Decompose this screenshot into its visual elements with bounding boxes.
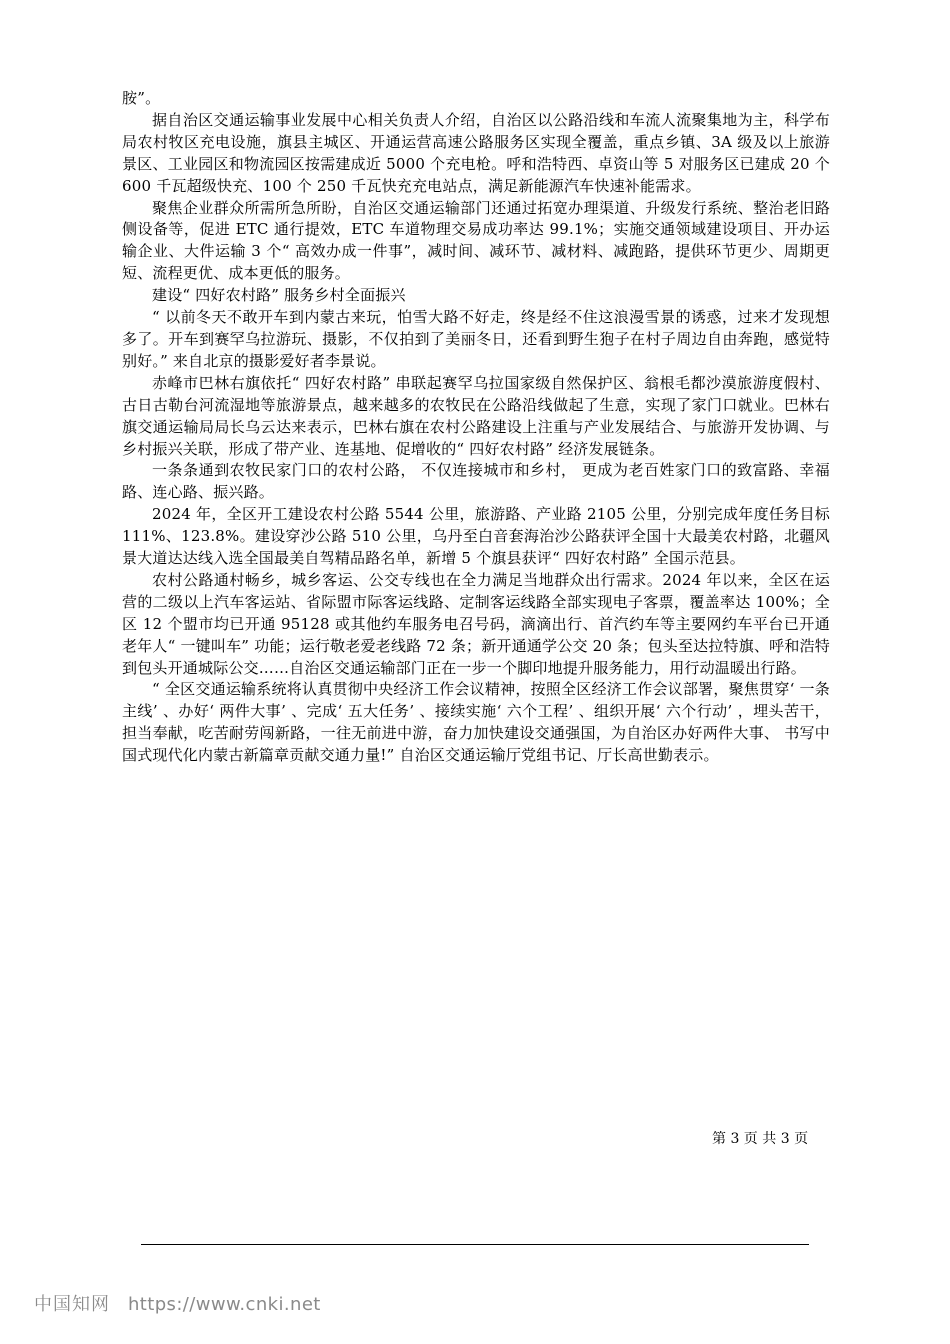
page-number: 第 3 页 共 3 页 <box>712 1131 809 1147</box>
cnki-watermark <box>34 1293 321 1317</box>
article-body <box>122 88 830 767</box>
paragraph-charging-facilities: 据自治区交通运输事业发展中心相关负责人介绍，自治区以公路沿线和车流人流聚集地为主，科学布局农村牧区充电设施，旗县主城区、开通运营高速公路服务区实现全覆盖，重点乡镇、3A 级及以上旅游景区、工业园区和物流园区按需建成近 5000 个充电枪。呼和浩特西、卓资山等 5 对服务区已建成 20 个 600 千瓦超级快充、100 个 250 千瓦快充充电站点，满足新能源汽车快速补能需求。 <box>122 110 830 195</box>
watermark-name: 中国知网 <box>34 1294 110 1315</box>
section-heading: 建设“ 四好农村路” 服务乡村全面振兴 <box>152 286 406 305</box>
paragraph-continuation: 胺”。 <box>122 89 161 107</box>
paragraph-2024-construction: 2024 年，全区开工建设农村公路 5544 公里，旅游路、产业路 2105 公里，分别完成年度任务目标 111%、123.8%。建设穿沙公路 510 公里，乌丹至白音套海治沙公路获评全国十大最美农村路，北疆风景大道达达线入选全国最美自驾精品路名单，新增 5 个旗县获评“ 四好农村路” 全国示范县。 <box>122 505 830 568</box>
watermark-url: https://www.cnki.net <box>128 1294 321 1315</box>
footer-divider <box>141 1244 809 1245</box>
paragraph-etc-services: 聚焦企业群众所需所急所盼，自治区交通运输部门还通过拓宽办理渠道、升级发行系统、整治老旧路侧设备等，促进 ETC 通行提效，ETC 车道物理交易成功率达 99.1%；实施交通领域建设项目、开办运输企业、大件运输 3 个“ 高效办成一件事”，减时间、减环节、减材料、减跑路，提供环节更少、周期更短、流程更优、成本更低的服务。 <box>122 198 830 283</box>
paragraph-quote-tourist: “ 以前冬天不敢开车到内蒙古来玩，怕雪大路不好走，终是经不住这浪漫雪景的诱惑，过来才发现想多了。开车到赛罕乌拉游玩、摄影，不仅拍到了美丽冬日，还看到野生狍子在村子周边自由奔跑，感觉特别好。” 来自北京的摄影爱好者李景说。 <box>122 308 830 370</box>
paragraph-balin-banner: 赤峰市巴林右旗依托“ 四好农村路” 串联起赛罕乌拉国家级自然保护区、翁根毛都沙漠旅游度假村、古日古勒台河流湿地等旅游景点，越来越多的农牧民在公路沿线做起了生意，实现了家门口就业。巴林右旗交通运输局局长乌云达来表示，巴林右旗在农村公路建设上注重与产业发展结合、与旅游开发协调、与乡村振兴关联，形成了带产业、连基地、促增收的“ 四好农村路” 经济发展链条。 <box>122 373 830 458</box>
paragraph-rural-roads: 一条条通到农牧民家门口的农村公路， 不仅连接城市和乡村， 更成为老百姓家门口的致富路、幸福路、连心路、振兴路。 <box>122 461 830 502</box>
paragraph-closing-quote: “ 全区交通运输系统将认真贯彻中央经济工作会议精神，按照全区经济工作会议部署，聚焦贯穿‘ 一条主线’ 、办好‘ 两件大事’ 、完成‘ 五大任务’ 、接续实施‘ 六个工程’ 、组织开展‘ 六个行动’ ，埋头苦干，担当奉献，吃苦耐劳闯新路，一往无前进中游，奋力加快建设交通强国，为自治区办好两件大事、 书写中国式现代化内蒙古新篇章贡献交通力量!” 自治区交通运输厅党组书记、厅长高世勤表示。 <box>122 680 830 765</box>
paragraph-passenger-transport: 农村公路通村畅乡，城乡客运、公交专线也在全力满足当地群众出行需求。2024 年以来，全区在运营的二级以上汽车客运站、省际盟市际客运线路、定制客运线路全部实现电子客票，覆盖率达 100%；全区 12 个盟市均已开通 95128 或其他约车服务电召号码，滴滴出行、首汽约车等主要网约车平台已开通老年人“ 一键叫车” 功能；运行敬老爱老线路 72 条；新开通通学公交 20 条；包头至达拉特旗、呼和浩特到包头开通城际公交……自治区交通运输部门正在一步一个脚印地提升服务能力，用行动温暖出行路。 <box>122 570 830 677</box>
